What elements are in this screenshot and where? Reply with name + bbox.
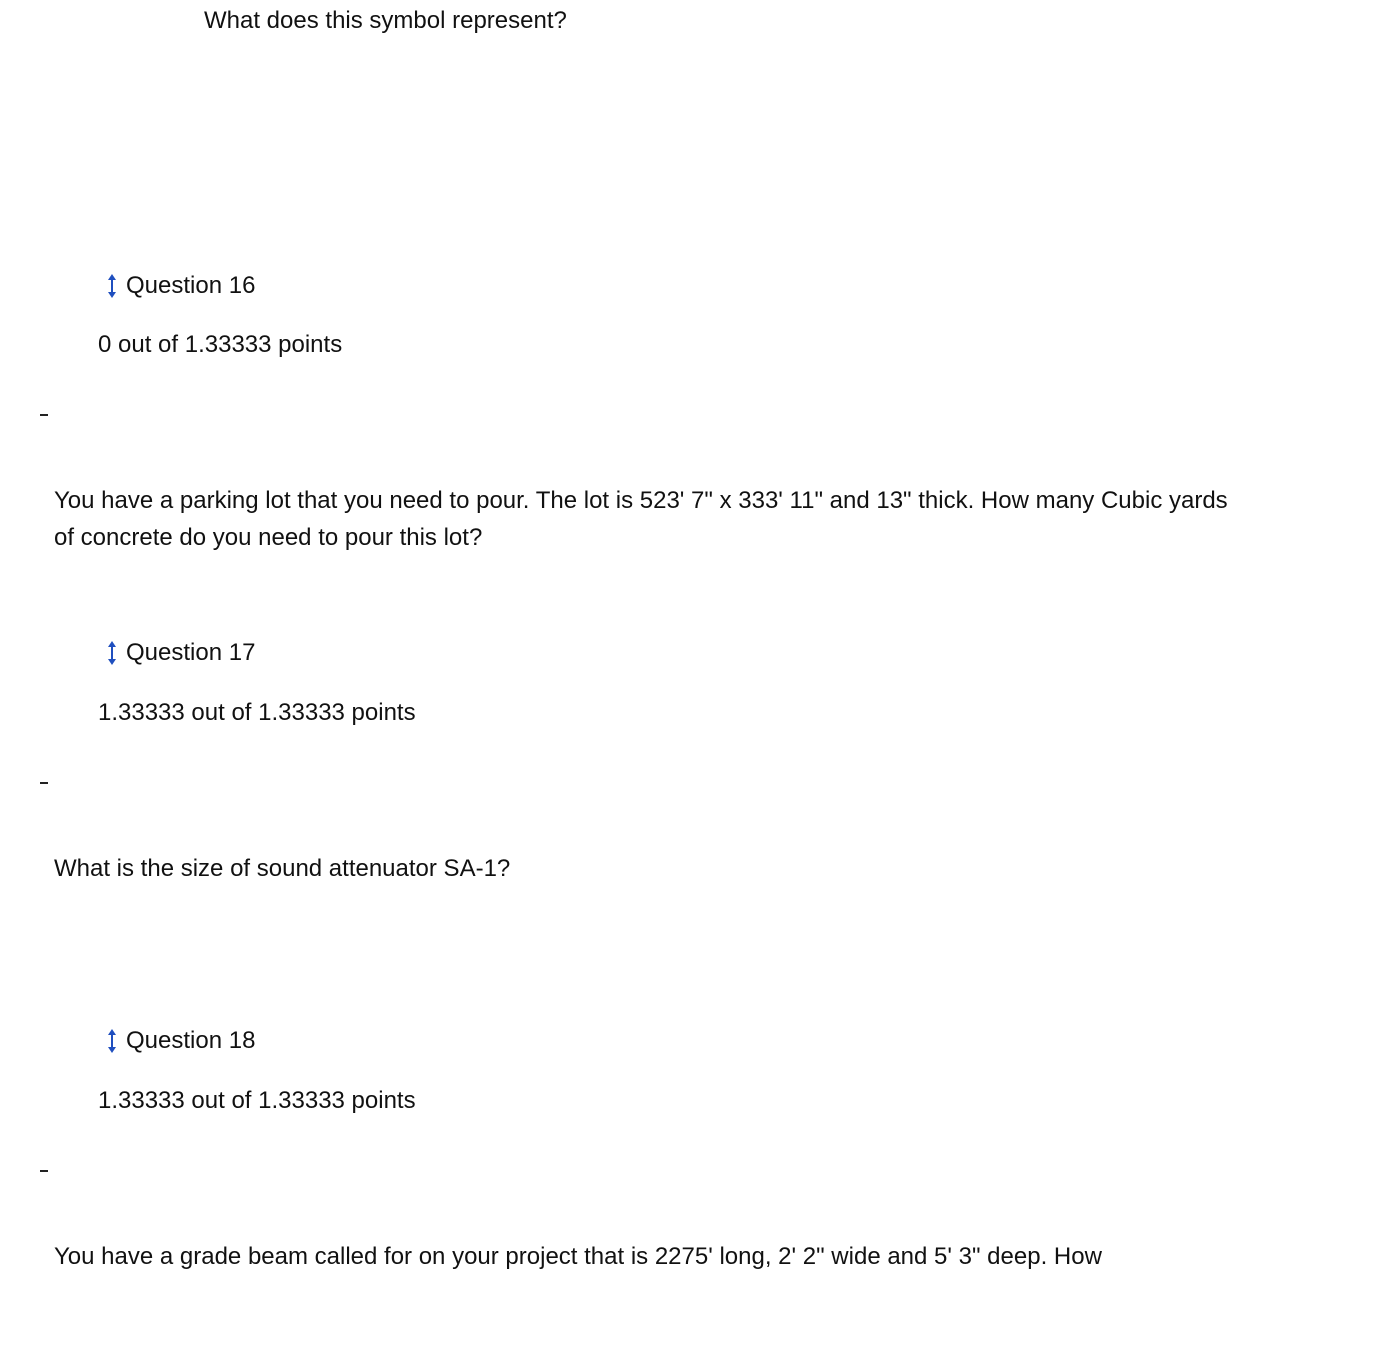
question-18-prompt: You have a grade beam called for on your project that is 2275' long, 2' 2" wide and 5' 3" deep. How [54,1243,1102,1270]
intro-question: What does this symbol represent? [204,7,567,34]
question-17-marker [40,782,48,784]
question-16-points: 0 out of 1.33333 points [98,331,343,358]
updown-arrow-icon[interactable] [104,1026,120,1056]
question-17-points: 1.33333 out of 1.33333 points [98,699,416,726]
question-18-label: Question 18 [126,1027,256,1054]
question-18-marker [40,1170,48,1172]
updown-arrow-icon[interactable] [104,271,120,301]
question-18-header [104,1022,255,1059]
question-17-prompt: What is the size of sound attenuator SA-1? [54,855,511,882]
question-16-label: Question 16 [126,272,256,299]
question-16-prompt: You have a parking lot that you need to pour. The lot is 523' 7" x 333' 11" and 13" thick. How many Cubic yards of concrete do you need to pour this lot? [54,487,1228,551]
question-17-header [104,634,255,671]
question-18-points: 1.33333 out of 1.33333 points [98,1087,416,1114]
question-17-label: Question 17 [126,639,256,666]
updown-arrow-icon[interactable] [104,638,120,668]
question-16-header [104,267,255,304]
question-16-marker [40,414,48,416]
